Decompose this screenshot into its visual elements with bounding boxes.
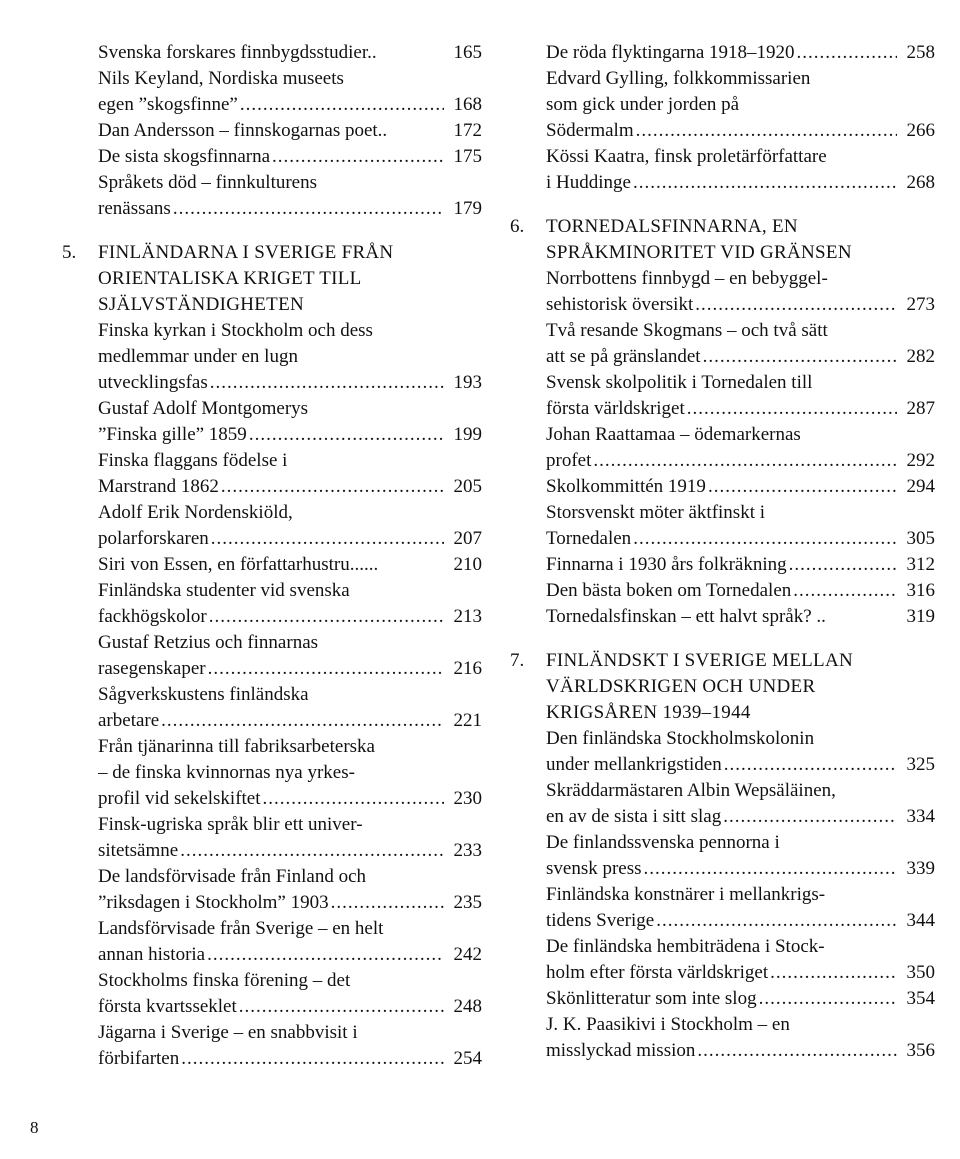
toc-entry-title: polarforskaren (98, 528, 209, 549)
toc-entry-title: Dan Andersson – finnskogarnas poet.. (98, 120, 388, 141)
toc-entry-page-number: 294 (906, 476, 935, 497)
toc-entry-line: Jägarna i Sverige – en snabbvisit i (98, 1022, 358, 1043)
toc-entry-line: Landsförvisade från Sverige – en helt (98, 918, 384, 939)
toc-entry-page-number: 165 (453, 42, 482, 63)
toc-entry-page-number: 292 (906, 450, 935, 471)
toc-entry-title: Svenska forskares finnbygdsstudier.. (98, 42, 377, 63)
toc-entry-last-line (546, 578, 935, 604)
toc-entry-line: Johan Raattamaa – ödemarkernas (546, 424, 801, 445)
toc-entry-last-line (546, 170, 935, 196)
toc-entry-line: Svensk skolpolitik i Tornedalen till (546, 372, 813, 393)
dot-leader (249, 422, 444, 448)
toc-entry-last-line (98, 604, 482, 630)
toc-entry-page-number: 254 (453, 1048, 482, 1069)
toc-entry-line: Norrbottens finnbygd – en bebyggel- (546, 268, 828, 289)
section-title-line: FINLÄNDSKT I SVERIGE MELLAN (546, 650, 853, 671)
toc-entry-last-line (546, 552, 935, 578)
toc-entry-title: Skönlitteratur som inte slog (546, 988, 757, 1009)
toc-entry-page-number: 213 (453, 606, 482, 627)
dot-leader (633, 526, 897, 552)
right-column (510, 40, 935, 1064)
toc-entry-last-line (98, 890, 482, 916)
toc-entry-last-line (98, 942, 482, 968)
toc-entry (546, 474, 935, 500)
section-heading (510, 214, 935, 266)
toc-entry (546, 726, 935, 778)
dot-leader (703, 344, 897, 370)
toc-entry-page-number: 273 (906, 294, 935, 315)
toc-entry-line: Edvard Gylling, folkkommissarien (546, 68, 811, 89)
toc-entry-page-number: 179 (453, 198, 482, 219)
toc-entry-last-line (98, 708, 482, 734)
toc-entry-line: De landsförvisade från Finland och (98, 866, 367, 887)
toc-entry-title: Tornedalsfinskan – ett halvt språk? .. (546, 606, 826, 627)
toc-entry-line: Sågverkskustens finländska (98, 684, 309, 705)
toc-entry-last-line (98, 994, 482, 1020)
toc-entry-title: profil vid sekelskiftet (98, 788, 261, 809)
toc-entry-line: Finländska studenter vid svenska (98, 580, 350, 601)
dot-leader (636, 118, 897, 144)
toc-entry-line: medlemmar under en lugn (98, 346, 298, 367)
toc-entry-page-number: 319 (906, 606, 935, 627)
dot-leader (181, 1046, 444, 1072)
toc-entry-last-line (98, 474, 482, 500)
toc-entry-title: en av de sista i sitt slag (546, 806, 722, 827)
toc-entry-title: första kvartsseklet (98, 996, 237, 1017)
toc-entry-title: holm efter första världskriget (546, 962, 769, 983)
toc-entry (546, 578, 935, 604)
toc-entry-title: sitetsämne (98, 840, 179, 861)
dot-leader (180, 838, 444, 864)
toc-entry-page-number: 258 (906, 42, 935, 63)
toc-entry-page-number: 168 (453, 94, 482, 115)
toc-entry-line: Från tjänarinna till fabriksarbeterska (98, 736, 375, 757)
toc-entry (98, 916, 482, 968)
dot-leader (272, 144, 444, 170)
toc-entry-page-number: 216 (453, 658, 482, 679)
toc-entry (98, 1020, 482, 1072)
dot-leader (593, 448, 897, 474)
dot-leader (708, 474, 897, 500)
toc-entry-page-number: 175 (453, 146, 482, 167)
dot-leader (207, 942, 444, 968)
toc-entry-title: Siri von Essen, en författarhustru...... (98, 554, 379, 575)
toc-entry (98, 500, 482, 552)
toc-entry-line: Kössi Kaatra, finsk proletärförfattare (546, 146, 827, 167)
toc-entry (546, 318, 935, 370)
toc-entry-last-line (98, 656, 482, 682)
toc-entry-page-number: 266 (906, 120, 935, 141)
toc-section (510, 214, 935, 630)
toc-entry (98, 118, 482, 144)
toc-entry-last-line (546, 526, 935, 552)
toc-entry-last-line (546, 118, 935, 144)
toc-section (510, 648, 935, 1064)
toc-entry (546, 422, 935, 474)
toc-entry (546, 40, 935, 66)
toc-entry-title: svensk press (546, 858, 642, 879)
toc-entry (98, 318, 482, 396)
section-number: 7. (510, 650, 525, 671)
toc-entry-last-line (546, 604, 935, 630)
toc-entry (98, 578, 482, 630)
left-sections (62, 240, 482, 1072)
toc-entry-last-line (546, 986, 935, 1012)
toc-entry-page-number: 199 (453, 424, 482, 445)
toc-entry-page-number: 334 (906, 806, 935, 827)
toc-entry-page-number: 312 (906, 554, 935, 575)
toc-entry-last-line (546, 40, 935, 66)
dot-leader (724, 752, 897, 778)
toc-entry-page-number: 356 (906, 1040, 935, 1061)
dot-leader (211, 526, 444, 552)
dot-leader (161, 708, 444, 734)
toc-entry-line: Den finländska Stockholmskolonin (546, 728, 815, 749)
toc-entry-line: Finsk-ugriska språk blir ett univer- (98, 814, 363, 835)
dot-leader (209, 604, 444, 630)
toc-entry-title: utvecklingsfas (98, 372, 208, 393)
toc-entry-last-line (546, 396, 935, 422)
toc-entry (98, 448, 482, 500)
toc-entry-line: – de finska kvinnornas nya yrkes- (98, 762, 355, 783)
dot-leader (687, 396, 897, 422)
dot-leader (797, 40, 897, 66)
toc-entry-last-line (98, 118, 482, 144)
toc-entry-line: Nils Keyland, Nordiska museets (98, 68, 344, 89)
toc-entry-page-number: 210 (453, 554, 482, 575)
dot-leader (789, 552, 897, 578)
toc-entry (98, 734, 482, 812)
toc-entry (98, 170, 482, 222)
toc-entry-line: De finländska hembiträdena i Stock- (546, 936, 825, 957)
toc-entry-page-number: 221 (453, 710, 482, 731)
toc-entry-line: Två resande Skogmans – och två sätt (546, 320, 828, 341)
toc-entry (546, 66, 935, 144)
toc-entry-line: som gick under jorden på (546, 94, 740, 115)
toc-entry (546, 1012, 935, 1064)
right-sections (510, 214, 935, 1064)
toc-entry-line: Finländska konstnärer i mellankrigs- (546, 884, 826, 905)
toc-entry (98, 630, 482, 682)
toc-entry-title: rasegenskaper (98, 658, 206, 679)
section-title-line: TORNEDALSFINNARNA, EN (546, 216, 798, 237)
toc-entry (546, 604, 935, 630)
toc-entry-page-number: 193 (453, 372, 482, 393)
toc-entry (546, 500, 935, 552)
toc-entry-page-number: 233 (453, 840, 482, 861)
toc-entry-last-line (98, 1046, 482, 1072)
toc-entry-title: förbifarten (98, 1048, 180, 1069)
toc-entry-page-number: 268 (906, 172, 935, 193)
toc-entry-page-number: 282 (906, 346, 935, 367)
dot-leader (240, 92, 444, 118)
dot-leader (723, 804, 897, 830)
toc-entry (546, 986, 935, 1012)
toc-entry-page-number: 207 (453, 528, 482, 549)
toc-entry-page-number: 205 (453, 476, 482, 497)
toc-entry-page-number: 287 (906, 398, 935, 419)
dot-leader (221, 474, 444, 500)
toc-entry-last-line (546, 448, 935, 474)
toc-entry-line: Skräddarmästaren Albin Wepsäläinen, (546, 780, 836, 801)
toc-entry-last-line (98, 552, 482, 578)
toc-entry-title: arbetare (98, 710, 160, 731)
toc-entry-page-number: 235 (453, 892, 482, 913)
dot-leader (173, 196, 444, 222)
section-title-line: SJÄLVSTÄNDIGHETEN (98, 294, 305, 315)
toc-entry (98, 864, 482, 916)
toc-entry (546, 882, 935, 934)
dot-leader (656, 908, 897, 934)
toc-entry (546, 144, 935, 196)
toc-entry-title: Den bästa boken om Tornedalen (546, 580, 792, 601)
toc-entry-page-number: 172 (453, 120, 482, 141)
page-number: 8 (30, 1118, 39, 1137)
toc-entry (98, 552, 482, 578)
dot-leader (208, 656, 444, 682)
toc-entry-last-line (98, 526, 482, 552)
dot-leader (770, 960, 897, 986)
toc-entry-page-number: 248 (453, 996, 482, 1017)
toc-entry-title: i Huddinge (546, 172, 631, 193)
toc-entry-title: Skolkommittén 1919 (546, 476, 706, 497)
toc-entry (546, 830, 935, 882)
toc-entry-last-line (98, 786, 482, 812)
section-title-line: ORIENTALISKA KRIGET TILL (98, 268, 362, 289)
dot-leader (263, 786, 444, 812)
toc-entry (98, 682, 482, 734)
toc-entry-page-number: 316 (906, 580, 935, 601)
toc-entry-title: ”riksdagen i Stockholm” 1903 (98, 892, 329, 913)
toc-entry-title: misslyckad mission (546, 1040, 696, 1061)
section-heading (62, 240, 482, 318)
toc-entry-last-line (98, 144, 482, 170)
toc-entry-last-line (98, 370, 482, 396)
toc-entry-line: Finska kyrkan i Stockholm och dess (98, 320, 373, 341)
toc-entry (98, 144, 482, 170)
toc-entry-last-line (98, 92, 482, 118)
toc-entry-page-number: 305 (906, 528, 935, 549)
left-continuation-entries (98, 40, 482, 222)
toc-entry-last-line (546, 804, 935, 830)
toc-entry (546, 552, 935, 578)
toc-entry (546, 778, 935, 830)
toc-entry-last-line (546, 752, 935, 778)
toc-entry-title: ”Finska gille” 1859 (98, 424, 247, 445)
dot-leader (697, 1038, 897, 1064)
section-heading (510, 648, 935, 726)
toc-entry (546, 266, 935, 318)
toc-entry-title: egen ”skogsfinne” (98, 94, 238, 115)
toc-entry-page-number: 344 (906, 910, 935, 931)
toc-entry-title: De sista skogsfinnarna (98, 146, 271, 167)
dot-leader (239, 994, 444, 1020)
toc-entry-last-line (98, 838, 482, 864)
toc-entry-line: Stockholms finska förening – det (98, 970, 351, 991)
toc-entry-line: Gustaf Adolf Montgomerys (98, 398, 309, 419)
toc-entry-last-line (98, 422, 482, 448)
toc-entry-last-line (98, 40, 482, 66)
toc-entry-title: Marstrand 1862 (98, 476, 219, 497)
toc-entry-line: Gustaf Retzius och finnarnas (98, 632, 319, 653)
toc-entry-title: fackhögskolor (98, 606, 207, 627)
toc-entry-page-number: 230 (453, 788, 482, 809)
dot-leader (644, 856, 897, 882)
toc-entry-last-line (546, 474, 935, 500)
dot-leader (793, 578, 897, 604)
toc-entry (98, 40, 482, 66)
dot-leader (633, 170, 897, 196)
dot-leader (331, 890, 444, 916)
dot-leader (759, 986, 897, 1012)
toc-entry-title: annan historia (98, 944, 206, 965)
section-title-line: KRIGSÅREN 1939–1944 (546, 702, 751, 723)
toc-entry-title: första världskriget (546, 398, 685, 419)
toc-entry-title: Tornedalen (546, 528, 632, 549)
toc-entry (98, 968, 482, 1020)
toc-entry-title: att se på gränslandet (546, 346, 701, 367)
toc-entry-page-number: 354 (906, 988, 935, 1009)
toc-entry-page-number: 242 (453, 944, 482, 965)
toc-entry (98, 66, 482, 118)
toc-entry (546, 370, 935, 422)
toc-entry-page-number: 339 (906, 858, 935, 879)
toc-entry-page-number: 350 (906, 962, 935, 983)
toc-entry (98, 396, 482, 448)
toc-entry (98, 812, 482, 864)
toc-entry-last-line (546, 960, 935, 986)
toc-entry-line: Storsvenskt möter äktfinskt i (546, 502, 766, 523)
section-title-line: SPRÅKMINORITET VID GRÄNSEN (546, 242, 852, 263)
toc-entry-line: De finlandssvenska pennorna i (546, 832, 780, 853)
right-continuation-entries (546, 40, 935, 196)
toc-entry-line: Finska flaggans födelse i (98, 450, 288, 471)
toc-entry-title: De röda flyktingarna 1918–1920 (546, 42, 795, 63)
toc-entry-title: under mellankrigstiden (546, 754, 722, 775)
toc-section (62, 240, 482, 1072)
toc-entry-last-line (546, 292, 935, 318)
section-number: 6. (510, 216, 525, 237)
toc-entry-title: tidens Sverige (546, 910, 655, 931)
toc-entry-last-line (546, 908, 935, 934)
toc-entry-last-line (546, 1038, 935, 1064)
toc-entry-last-line (98, 196, 482, 222)
toc-entry-last-line (546, 856, 935, 882)
toc-entry-title: sehistorisk översikt (546, 294, 694, 315)
dot-leader (210, 370, 444, 396)
toc-entry (546, 934, 935, 986)
toc-entry-last-line (546, 344, 935, 370)
left-column (62, 40, 482, 1072)
section-number: 5. (62, 242, 77, 263)
toc-entry-line: J. K. Paasikivi i Stockholm – en (546, 1014, 790, 1035)
toc-entry-title: Finnarna i 1930 års folkräkning (546, 554, 787, 575)
toc-entry-title: Södermalm (546, 120, 634, 141)
section-title-line: VÄRLDSKRIGEN OCH UNDER (546, 676, 816, 697)
section-title-line: FINLÄNDARNA I SVERIGE FRÅN (98, 242, 394, 263)
toc-entry-line: Språkets död – finnkulturens (98, 172, 318, 193)
toc-entry-line: Adolf Erik Nordenskiöld, (98, 502, 293, 523)
toc-entry-page-number: 325 (906, 754, 935, 775)
dot-leader (695, 292, 897, 318)
toc-entry-title: profet (546, 450, 592, 471)
toc-entry-title: renässans (98, 198, 171, 219)
